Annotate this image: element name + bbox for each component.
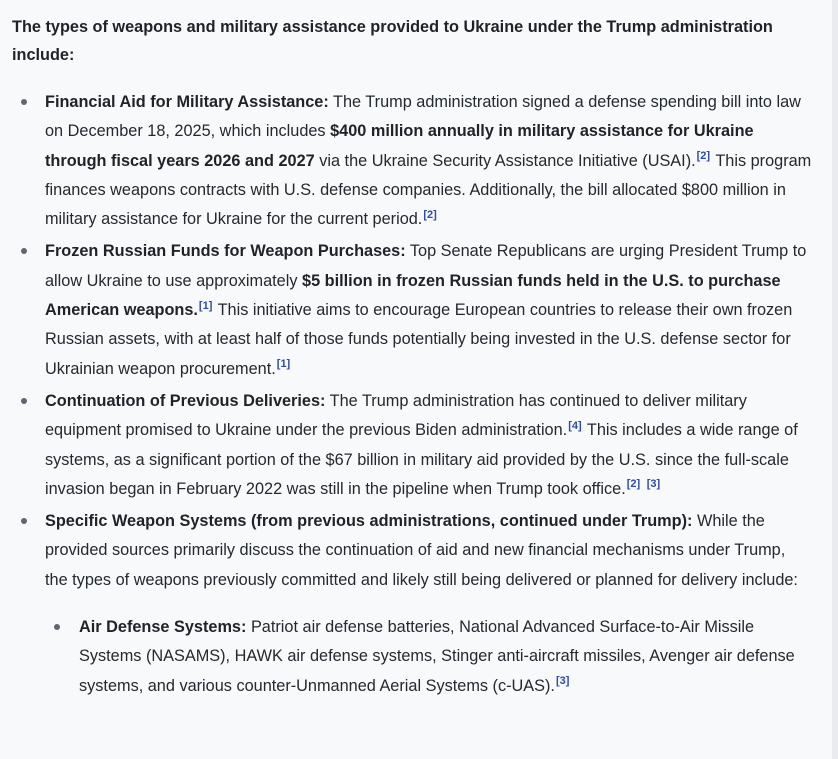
citation-link[interactable]: [2] (696, 150, 711, 163)
bullet-icon (21, 518, 27, 524)
citation-link[interactable]: [2] (626, 478, 641, 491)
citation-link[interactable]: [2] (423, 208, 437, 221)
item-text: This initiative aims to encourage European countries to release their own frozen Russian assets, with at least half of those funds potentially being invested in the U.S. defense sector for Ukrainian weapon procurement. (45, 301, 793, 378)
item-title: Financial Aid for Military Assistance: (45, 93, 329, 111)
bullet-icon (54, 624, 60, 630)
item-text: Patriot air defense batteries, National Advanced Surface-to-Air Missile Systems (NASAMS), HAWK air defense systems, Stinger anti-aircraft missiles, Avenger air defense systems, and various counter-Unmanned Aerial Systems (c-UAS). (79, 618, 795, 695)
bullet-icon (21, 248, 27, 254)
item-title: Frozen Russian Funds for Weapon Purchases: (45, 242, 406, 261)
sub-item-air-defense (45, 613, 812, 701)
item-title: Air Defense Systems: (79, 618, 247, 637)
bullet-icon (21, 99, 27, 105)
item-text: This includes a wide range of systems, as a significant portion of the $67 billion in military aid provided by the U.S. since the full-scale invasion began in February 2022 was still in the pipeline when Trump took office. (45, 421, 798, 498)
bullet-icon (21, 398, 27, 404)
list-item-financial-aid (12, 88, 812, 234)
item-text: The Trump administration signed a defense spending bill into law on December 18, 2025, which includes (45, 93, 801, 141)
item-highlight: $5 billion in frozen Russian funds held in the U.S. to purchase American weapons. (45, 271, 781, 320)
citation-link[interactable]: [4] (568, 419, 582, 432)
item-title: Specific Weapon Systems (from previous administrations, continued under Trump): (45, 512, 693, 531)
weapons-list (12, 88, 812, 701)
citation-link[interactable]: [1] (276, 358, 291, 371)
sub-list (45, 613, 812, 701)
intro-heading: The types of weapons and military assistance provided to Ukraine under the Trump administration include: (12, 18, 773, 64)
citation-link[interactable]: [1] (198, 299, 213, 312)
item-highlight: $400 million annually in military assistance for Ukraine through fiscal years 2026 and 2027 (45, 122, 754, 170)
item-text: This program finances weapons contracts with U.S. defense companies. Additionally, the bill allocated $800 million in military assistance for Ukraine for the current period. (45, 151, 812, 229)
item-text: While the provided sources primarily discuss the continuation of aid and new financial mechanisms under Trump, the types of weapons previously committed and likely still being delivered or planned for delivery include: (45, 512, 798, 589)
item-text: via the Ukraine Security Assistance Initiative (USAI). (314, 151, 696, 170)
scrollbar[interactable] (832, 0, 838, 759)
citation-link[interactable]: [3] (555, 675, 570, 688)
answer-content (12, 13, 812, 704)
citation-link[interactable]: [3] (646, 478, 661, 491)
list-item-specific-systems (12, 507, 812, 701)
list-item-frozen-funds (12, 237, 812, 383)
item-text: The Trump administration has continued to deliver military equipment promised to Ukraine under the previous Biden administration. (45, 391, 747, 440)
item-text: Top Senate Republicans are urging President Trump to allow Ukraine to use approximately (45, 242, 807, 290)
list-item-previous-deliveries (12, 387, 812, 504)
item-title: Continuation of Previous Deliveries: (45, 391, 326, 410)
